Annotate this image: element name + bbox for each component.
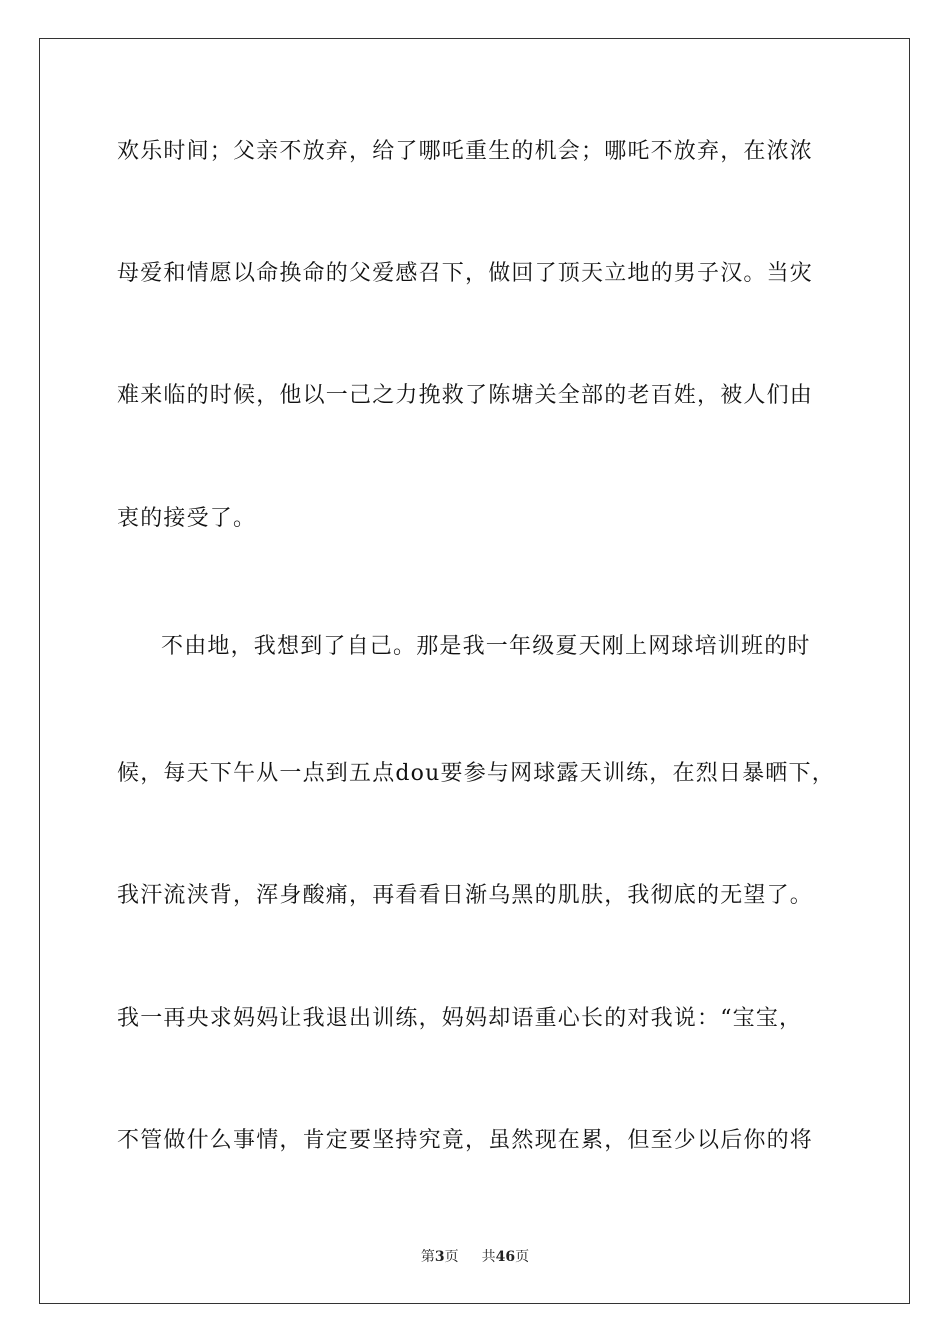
text-line: 不管做什么事情，肯定要坚持究竟，虽然现在累，但至少以后你的将 [117, 1128, 814, 1153]
text-line: 候，每天下午从一点到五点dou要参与网球露天训练，在烈日暴晒下， [117, 761, 835, 786]
text-line: 欢乐时间；父亲不放弃，给了哪吒重生的机会；哪吒不放弃，在浓浓 [117, 139, 814, 164]
page-prefix: 第 [420, 1249, 435, 1265]
total-pages: 46 [495, 1249, 516, 1265]
paragraph-first-line: 不由地，我想到了自己。那是我一年级夏天刚上网球培训班的时 [161, 634, 811, 659]
page-suffix: 页 [444, 1249, 459, 1265]
page-indicator [421, 1248, 459, 1266]
text-line: 我汗流浃背，浑身酸痛，再看看日渐乌黑的肌肤，我彻底的无望了。 [117, 883, 814, 908]
text-line: 衷的接受了。 [117, 506, 257, 531]
total-pages-indicator [482, 1248, 529, 1266]
text-line: 我一再央求妈妈让我退出训练，妈妈却语重心长的对我说：“宝宝， [117, 1006, 803, 1031]
page-footer [0, 1248, 950, 1266]
page-number: 3 [434, 1249, 445, 1265]
page-border [39, 38, 910, 1304]
total-suffix: 页 [515, 1249, 530, 1265]
total-prefix: 共 [481, 1249, 496, 1265]
text-line: 母爱和情愿以命换命的父爱感召下，做回了顶天立地的男子汉。当灾 [117, 261, 814, 286]
text-line: 难来临的时候，他以一己之力挽救了陈塘关全部的老百姓，被人们由 [117, 383, 814, 408]
